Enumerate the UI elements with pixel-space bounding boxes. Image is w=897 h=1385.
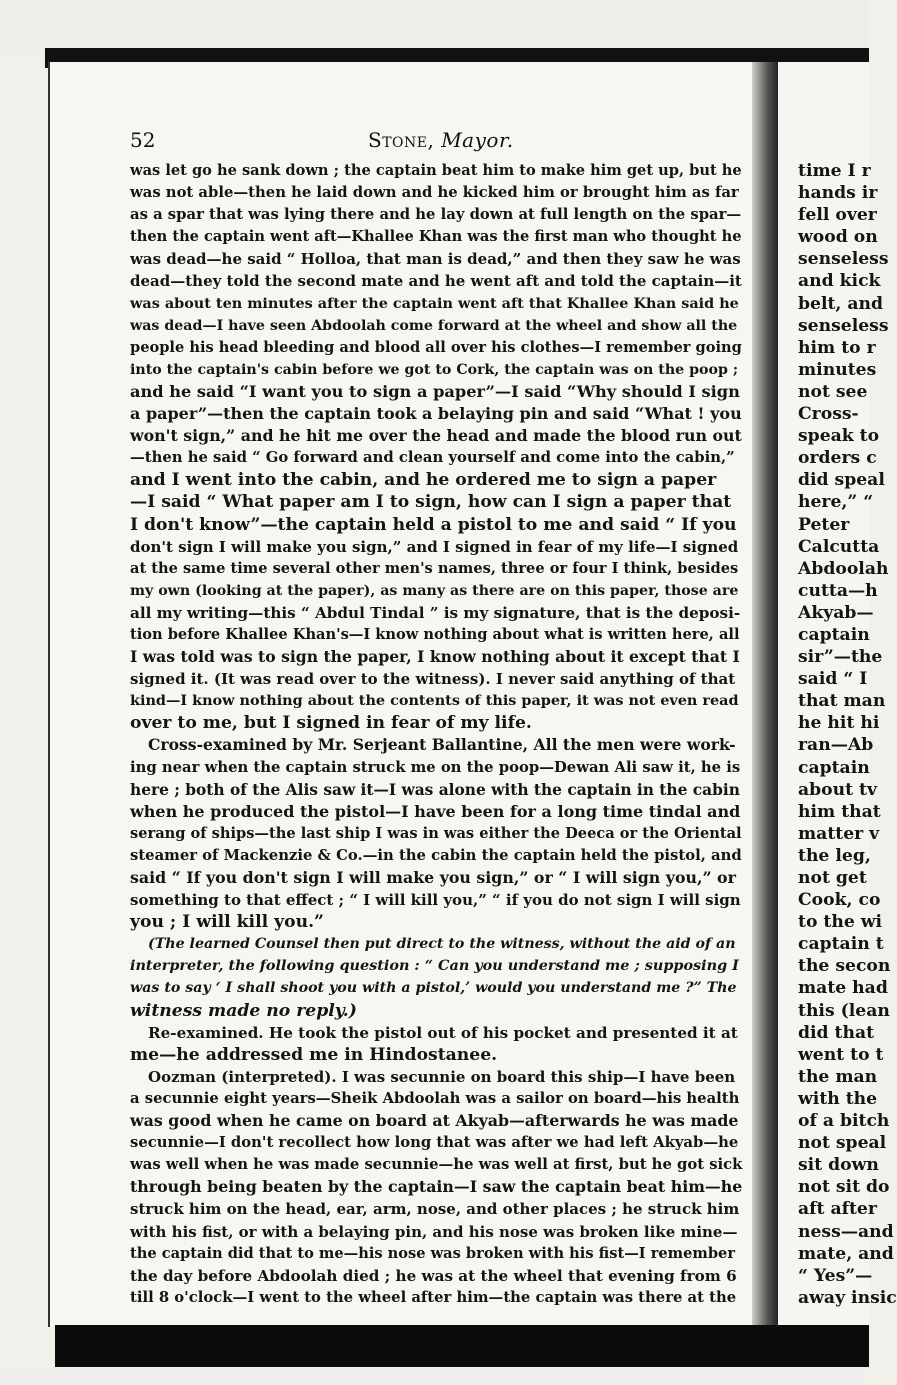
text-line: people his head bleeding and blood all over his clothes—I remember going (130, 338, 742, 356)
text-line: and I went into the cabin, and he ordered me to sign a paper (130, 470, 717, 491)
right-text-line: cutta—h (798, 580, 878, 601)
right-text-line: captain t (798, 934, 884, 955)
scan-background-bottom (0, 1367, 869, 1385)
running-head-title: Mayor. (441, 128, 514, 152)
text-line: here ; both of the Alis saw it—I was alone with the captain in the cabin (130, 780, 740, 799)
right-text-line: this (lean (798, 1000, 890, 1021)
right-text-line: mate had (798, 978, 888, 999)
right-text-line: Calcutta (798, 536, 880, 557)
text-line: was not able—then he laid down and he kicked him or brought him as far (130, 184, 739, 202)
text-line: was to say ‘ I shall shoot you with a pistol,’ would you understand me ?” The (130, 980, 737, 997)
text-line: secunnie—I don't recollect how long that was after we had left Akyab—he (130, 1134, 739, 1152)
text-line: signed it. (It was read over to the witness). I never said anything of that (130, 670, 736, 689)
text-line: when he produced the pistol—I have been for a long time tindal and (130, 801, 741, 821)
text-line: was dead—he said “ Holloa, that man is dead,” and then they saw he was (130, 250, 741, 269)
right-text-line: him that (798, 801, 881, 822)
right-text-line: that man (798, 691, 886, 712)
right-text-line: not speal (798, 1133, 887, 1154)
right-text-line: Akyab— (798, 602, 874, 623)
right-text-line: speak to (798, 426, 880, 447)
page-header (130, 124, 740, 156)
text-line: the day before Abdoolah died ; he was at the wheel that evening from 6 (130, 1266, 737, 1285)
text-line: kind—I know nothing about the contents of this paper, it was not even read (130, 692, 739, 710)
right-text-line: the secon (798, 956, 891, 977)
text-line: dead—they told the second mate and he went aft and told the captain—it (130, 272, 742, 291)
text-line: said “ If you don't sign I will make you sign,” or “ I will sign you,” or (130, 868, 736, 887)
right-text-line: did speal (798, 470, 885, 491)
text-line: was good when he came on board at Akyab—afterwards he was made (130, 1111, 739, 1131)
right-text-line: belt, and (798, 293, 884, 314)
text-line: Cross-examined by Mr. Serjeant Ballantine, All the men were work- (148, 735, 736, 755)
right-text-line: senseless (798, 315, 889, 336)
right-text-line: orders c (798, 448, 877, 469)
text-line: a paper”—then the captain took a belaying pin and said “What ! you (130, 404, 742, 424)
text-line: don't sign I will make you sign,” and I signed in fear of my life—I signed (130, 537, 739, 556)
text-line: serang of ships—the last ship I was in was either the Deeca or the Oriental (130, 824, 742, 842)
right-text-line: “ Yes”— (798, 1265, 873, 1286)
right-text-line: sit down (798, 1155, 879, 1176)
text-line: all my writing—this “ Abdul Tindal ” is my signature, that is the deposi- (130, 603, 741, 622)
right-text-line: ness—and (798, 1221, 894, 1242)
text-line: was about ten minutes after the captain went aft that Khallee Khan said he (130, 294, 739, 312)
page-number: 52 (130, 128, 156, 152)
text-line: my own (looking at the paper), as many as there are on this paper, those are (130, 582, 739, 599)
text-line: ing near when the captain struck me on the poop—Dewan Ali saw it, he is (130, 758, 741, 776)
text-line: (The learned Counsel then put direct to the witness, without the aid of an (148, 936, 736, 953)
right-text-line: he hit hi (798, 713, 880, 734)
scan-border-bottom (55, 1325, 869, 1367)
running-head-name: Stone, (368, 128, 435, 152)
right-text-line: matter v (798, 823, 880, 844)
right-text-line: said “ I (798, 669, 868, 690)
text-line: witness made no reply.) (130, 1000, 357, 1021)
right-text-line: not see (798, 381, 868, 402)
right-text-line: did that (798, 1022, 875, 1043)
text-line: over to me, but I signed in fear of my life. (130, 713, 532, 734)
right-text-line: senseless (798, 249, 889, 270)
right-text-line: him to r (798, 337, 876, 358)
text-line: —then he said “ Go forward and clean yourself and come into the cabin,” (130, 449, 735, 467)
text-line: you ; I will kill you.” (130, 912, 324, 933)
right-text-line: ran—Ab (798, 735, 874, 756)
right-text-line: fell over (798, 205, 877, 226)
right-text-line: aft after (798, 1199, 877, 1220)
right-text-line: Cook, co (798, 890, 881, 911)
text-line: a secunnie eight years—Sheik Abdoolah was a sailor on board—his health (130, 1089, 740, 1107)
text-line: interpreter, the following question : “ Can you understand me ; supposing I (130, 957, 739, 975)
text-line: me—he addressed me in Hindostanee. (130, 1044, 498, 1065)
right-text-line: went to t (798, 1044, 884, 1065)
text-line: I was told was to sign the paper, I know nothing about it except that I (130, 647, 740, 667)
right-text-line: not get (798, 868, 867, 888)
text-line: and he said “I want you to sign a paper”—I said “Why should I sign (130, 381, 740, 401)
right-text-line: Abdoolah (798, 558, 889, 579)
main-text-column (130, 160, 742, 1309)
right-text-line: time I r (798, 161, 871, 181)
text-line: —I said “ What paper am I to sign, how can I sign a paper that (130, 492, 732, 513)
right-text-line: hands ir (798, 183, 878, 204)
text-line: as a spar that was lying there and he lay down at full length on the spar— (130, 206, 742, 224)
text-line: into the captain's cabin before we got to Cork, the captain was on the poop ; (130, 361, 739, 378)
right-text-line: about tv (798, 779, 877, 800)
right-text-line: the man (798, 1066, 878, 1087)
text-line: Re-examined. He took the pistol out of his pocket and presented it at (148, 1023, 738, 1042)
right-text-line: away insic (798, 1287, 897, 1308)
text-line: at the same time several other men's names, three or four I think, besides (130, 559, 739, 577)
running-head (368, 128, 514, 152)
text-line: then the captain went aft—Khallee Khan was the first man who thought he (130, 228, 742, 246)
right-text-line: minutes (798, 359, 877, 380)
right-text-line: and kick (798, 271, 881, 292)
right-text-line: sir”—the (798, 647, 883, 668)
text-line: was dead—I have seen Abdoolah come forward at the wheel and show all the (130, 317, 738, 334)
right-text-line: Cross- (798, 404, 859, 425)
book-gutter (752, 62, 778, 1327)
text-line: struck him on the head, ear, arm, nose, and other places ; he struck him (130, 1200, 740, 1219)
text-line: through being beaten by the captain—I saw the captain beat him—he (130, 1177, 743, 1197)
right-text-line: to the wi (798, 912, 883, 933)
text-line: I don't know”—the captain held a pistol to me and said “ If you (130, 514, 737, 535)
right-text-line: of a bitch (798, 1111, 890, 1132)
text-line: was well when he was made secunnie—he was well at first, but he got sick (130, 1156, 743, 1174)
text-line: won't sign,” and he hit me over the head and made the blood run out (130, 426, 742, 446)
right-text-line: wood on (798, 227, 878, 248)
right-text-line: the leg, (798, 845, 871, 866)
text-line: something to that effect ; “ I will kill you,” “ if you do not sign I will sign (130, 891, 741, 910)
right-text-line: with the (798, 1088, 878, 1109)
text-line: was let go he sank down ; the captain beat him to make him get up, but he (130, 162, 742, 179)
right-text-line: not sit do (798, 1177, 890, 1198)
text-line: Oozman (interpreted). I was secunnie on board this ship—I have been (148, 1067, 736, 1086)
text-line: steamer of Mackenzie & Co.—in the cabin the captain held the pistol, and (130, 846, 742, 864)
right-text-line: mate, and (798, 1243, 894, 1264)
right-text-line: captain (798, 624, 870, 645)
text-line: till 8 o'clock—I went to the wheel after him—the captain was there at the (130, 1288, 737, 1306)
text-line: tion before Khallee Khan's—I know nothing about what is written here, all (130, 625, 740, 643)
text-line: the captain did that to me—his nose was broken with his fist—I remember (130, 1244, 736, 1262)
right-page-text (798, 160, 897, 1309)
right-text-line: captain (798, 757, 870, 778)
right-text-line: here,” “ (798, 492, 874, 513)
right-text-line: Peter (798, 514, 850, 535)
text-line: with his fist, or with a belaying pin, and his nose was broken like mine— (130, 1222, 738, 1241)
